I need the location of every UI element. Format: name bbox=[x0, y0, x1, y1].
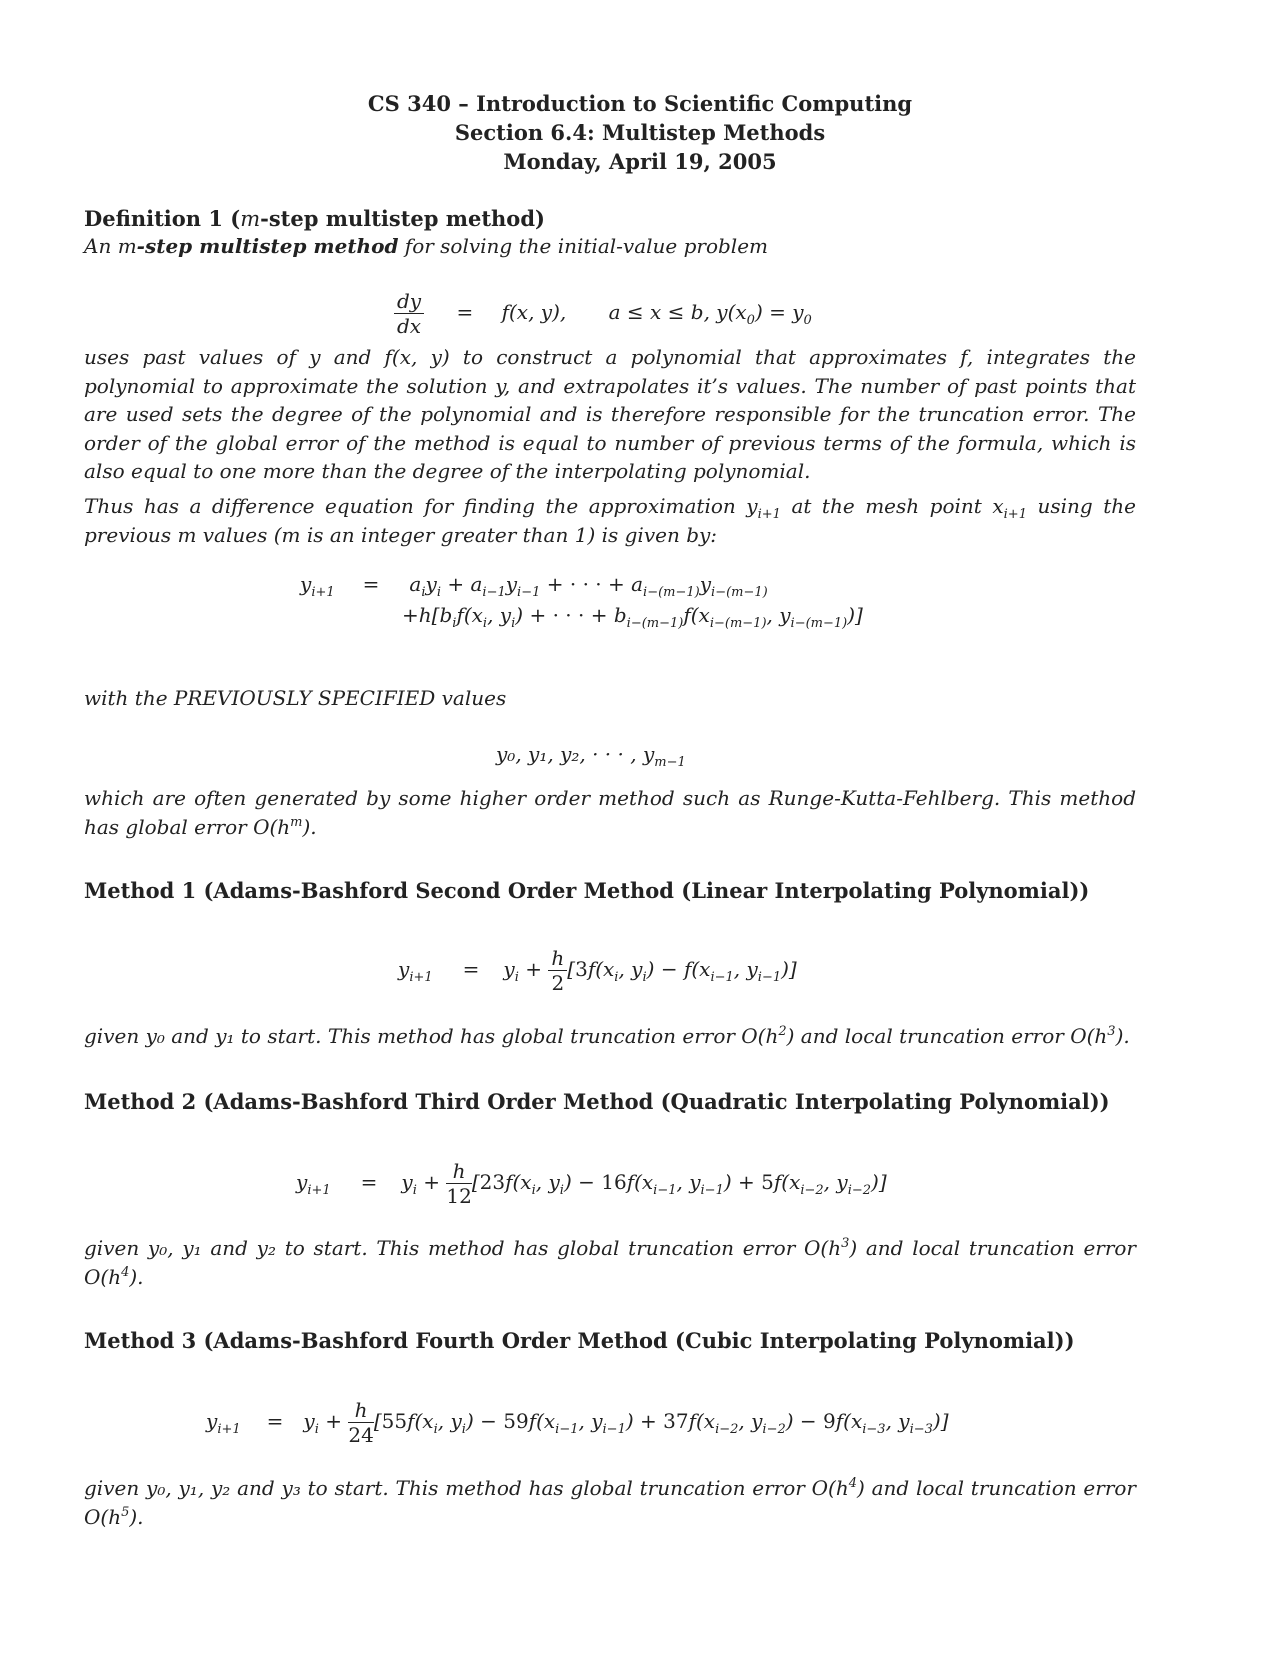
multistep-equation-line2: $+h[b_if(x_i$, $y_i$) + · · · + $b_{i-(m-1)}f(x_{i-(m-1)}$, $y_{i-(m-1)}$)] bbox=[402, 603, 863, 631]
method2-equation: $y_{i+1} = y_i$ + $\frac{h}{12}$ [$23f(x_i$, $y_i) - 16f(x_{i-1}$, $y_{i-1}) + 5f(x_{i-2}$, $y_{i-2}$)] bbox=[296, 1159, 887, 1208]
method1-description: given y₀ and y₁ to start. This method has global truncation error $O(h^2)$ and local truncation error $O(h^3)$. bbox=[84, 1024, 1130, 1048]
method2-fraction: $\frac{h}{12}$ bbox=[446, 1159, 472, 1208]
global-error-paragraph: which are often generated by some higher order method such as Runge-Kutta-Fehlberg. This method has global error $O(h^m)$. bbox=[84, 786, 1136, 839]
previously-specified-text: with the PREVIOUSLY SPECIFIED values bbox=[84, 686, 507, 710]
lecture-date: Monday, April 19, 2005 bbox=[503, 149, 777, 174]
definition-paragraph: uses past values of y and f(x, y) to construct a polynomial that approximates f, integrates the polynomial to approximate the solution y, and extrapolates it’s values. The number of past points that are used sets the degree of the polynomial and is therefore responsible for the truncation error. The order of the global error of the method is equal to number of previous terms of the formula, which is also equal to one more than the degree of the interpolating polynomial. bbox=[84, 345, 1136, 483]
ode-equation: $\frac{dy}{dx}$ = f(x, y), a ≤ x ≤ b, $y(x_0) = y_0$ bbox=[394, 289, 812, 338]
method3-equation: $y_{i+1} = y_i$ + $\frac{h}{24}$ [$55f(x_i$, $y_i) - 59f(x_{i-1}$, $y_{i-1}) + 37f(x_{i-2}$, $y_{i-2}) - 9f(x_{i-3}$, $y_{i-3}$)] bbox=[206, 1398, 949, 1447]
method1-fraction: $\frac{h}{2}$ bbox=[548, 946, 567, 995]
method1-heading: Method 1 (Adams-Bashford Second Order Method (Linear Interpolating Polynomial)) bbox=[84, 878, 1090, 903]
difference-equation-intro: Thus has a difference equation for finding the approximation $y_{i+1}$ at the mesh point $x_{i+1}$ using the previous m values (m is an integer greater than 1) is given by: bbox=[84, 494, 1136, 547]
dy-dx-fraction: $\frac{dy}{dx}$ bbox=[394, 289, 424, 338]
method3-description: given y₀, y₁, y₂ and y₃ to start. This method has global truncation error $O(h^4)$ and local truncation error $O(h^5)$. bbox=[84, 1476, 1136, 1529]
initial-values: y₀, y₁, y₂, · · · , $y_{m-1}$ bbox=[496, 742, 686, 770]
method2-heading: Method 2 (Adams-Bashford Third Order Method (Quadratic Interpolating Polynomial)) bbox=[84, 1089, 1110, 1114]
method2-description: given y₀, y₁ and y₂ to start. This method has global truncation error $O(h^3)$ and local truncation error $O(h^4)$. bbox=[84, 1236, 1136, 1289]
course-title: CS 340 – Introduction to Scientific Computing bbox=[367, 91, 913, 116]
multistep-equation-line1: $y_{i+1} = a_iy_i + a_{i-1}y_{i-1}$ + · · · + $a_{i-(m-1)}y_{i-(m-1)}$ bbox=[300, 572, 768, 600]
defined-term: -step multistep method bbox=[136, 234, 399, 258]
section-title: Section 6.4: Multistep Methods bbox=[454, 120, 826, 145]
method1-equation: $y_{i+1} = y_i$ + $\frac{h}{2}$ [$3f(x_i$, $y_i) - f(x_{i-1}$, $y_{i-1}$)] bbox=[398, 946, 797, 995]
document-header bbox=[0, 89, 1280, 176]
definition-heading: Definition 1 (m-step multistep method) bbox=[84, 206, 545, 231]
definition-intro: An m-step multistep method for solving the initial-value problem bbox=[84, 234, 768, 258]
method3-heading: Method 3 (Adams-Bashford Fourth Order Method (Cubic Interpolating Polynomial)) bbox=[84, 1328, 1075, 1353]
method3-fraction: $\frac{h}{24}$ bbox=[348, 1398, 374, 1447]
